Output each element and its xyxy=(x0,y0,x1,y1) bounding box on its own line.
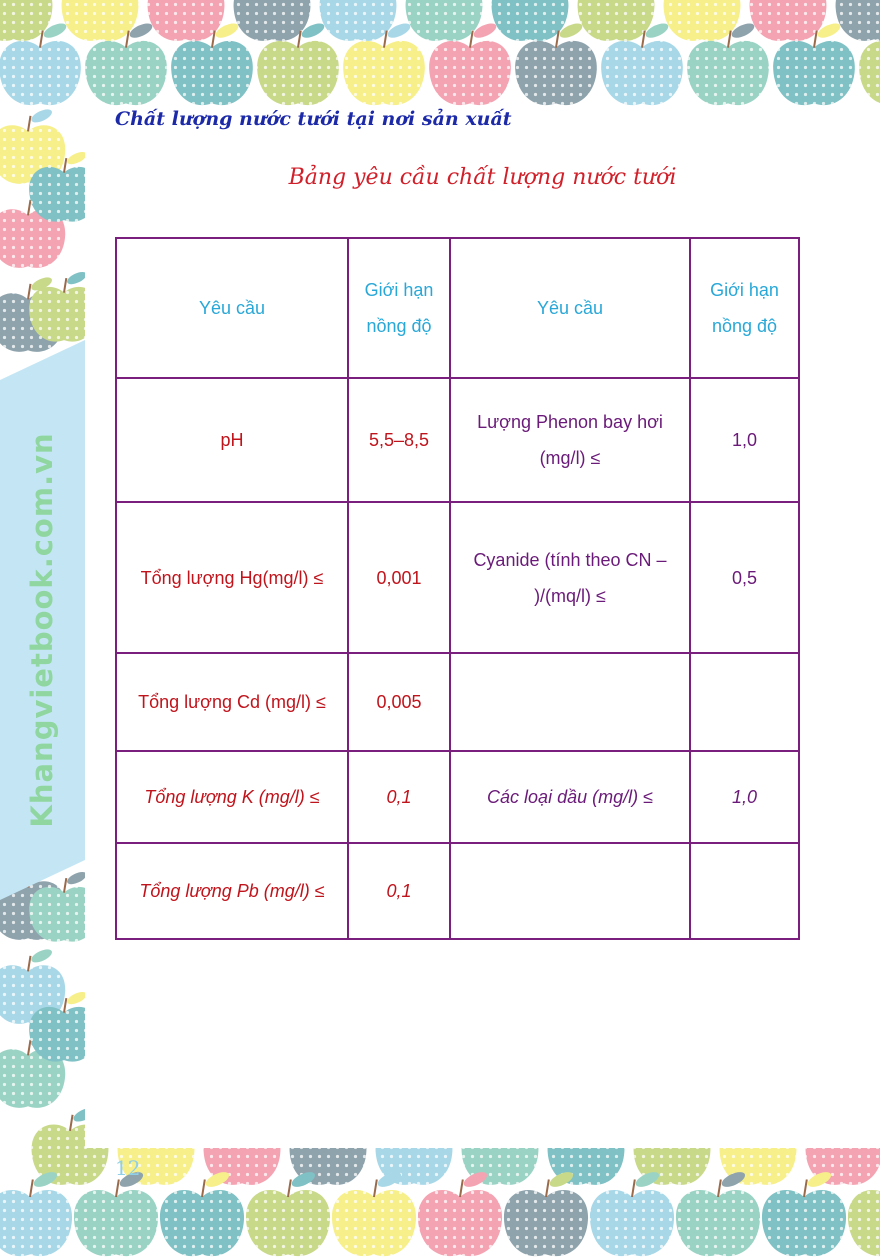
cell-limit: 0,005 xyxy=(348,653,450,751)
page-number: 12 xyxy=(115,1156,141,1180)
cell-requirement: Cyanide (tính theo CN – )/(mq/l) ≤ xyxy=(450,502,690,653)
cell-limit xyxy=(690,843,799,939)
side-watermark: Khangvietbook.com.vn xyxy=(25,432,59,828)
header-limit-1: Giới hạn nồng độ xyxy=(348,238,450,378)
cell-limit: 0,001 xyxy=(348,502,450,653)
table-row xyxy=(116,378,799,502)
cell-requirement: Tổng lượng Pb (mg/l) ≤ xyxy=(116,843,348,939)
cell-requirement: Tổng lượng K (mg/l) ≤ xyxy=(116,751,348,843)
apple-icon xyxy=(234,0,311,41)
apple-icon xyxy=(578,0,655,41)
cell-requirement: Các loại dầu (mg/l) ≤ xyxy=(450,751,690,843)
apple-icon xyxy=(750,0,827,41)
table-row xyxy=(116,843,799,939)
cell-limit: 1,0 xyxy=(690,378,799,502)
table-row xyxy=(116,502,799,653)
cell-requirement: pH xyxy=(116,378,348,502)
cell-limit: 0,1 xyxy=(348,843,450,939)
apple-icon xyxy=(406,0,483,41)
cell-requirement xyxy=(450,843,690,939)
apple-icon xyxy=(148,0,225,41)
apple-icon xyxy=(664,0,741,41)
cell-requirement: Tổng lượng Cd (mg/l) ≤ xyxy=(116,653,348,751)
table-row xyxy=(116,653,799,751)
header-requirement-2: Yêu cầu xyxy=(450,238,690,378)
apple-icon xyxy=(492,0,569,41)
table-header-row xyxy=(116,238,799,378)
cell-requirement: Tổng lượng Hg(mg/l) ≤ xyxy=(116,502,348,653)
cell-limit xyxy=(690,653,799,751)
apple-icon xyxy=(836,0,880,41)
header-requirement-1: Yêu cầu xyxy=(116,238,348,378)
cell-limit: 1,0 xyxy=(690,751,799,843)
table-row xyxy=(116,751,799,843)
section-title: Chất lượng nước tưới tại nơi sản xuất xyxy=(115,108,512,130)
header-limit-2: Giới hạn nồng độ xyxy=(690,238,799,378)
cell-requirement: Lượng Phenon bay hơi (mg/l) ≤ xyxy=(450,378,690,502)
table-title: Bảng yêu cầu chất lượng nước tưới xyxy=(288,165,677,190)
apple-icon xyxy=(62,0,139,41)
cell-limit: 0,5 xyxy=(690,502,799,653)
cell-requirement xyxy=(450,653,690,751)
requirements-table xyxy=(115,237,800,940)
apple-icon xyxy=(320,0,397,41)
cell-limit: 0,1 xyxy=(348,751,450,843)
cell-limit: 5,5–8,5 xyxy=(348,378,450,502)
